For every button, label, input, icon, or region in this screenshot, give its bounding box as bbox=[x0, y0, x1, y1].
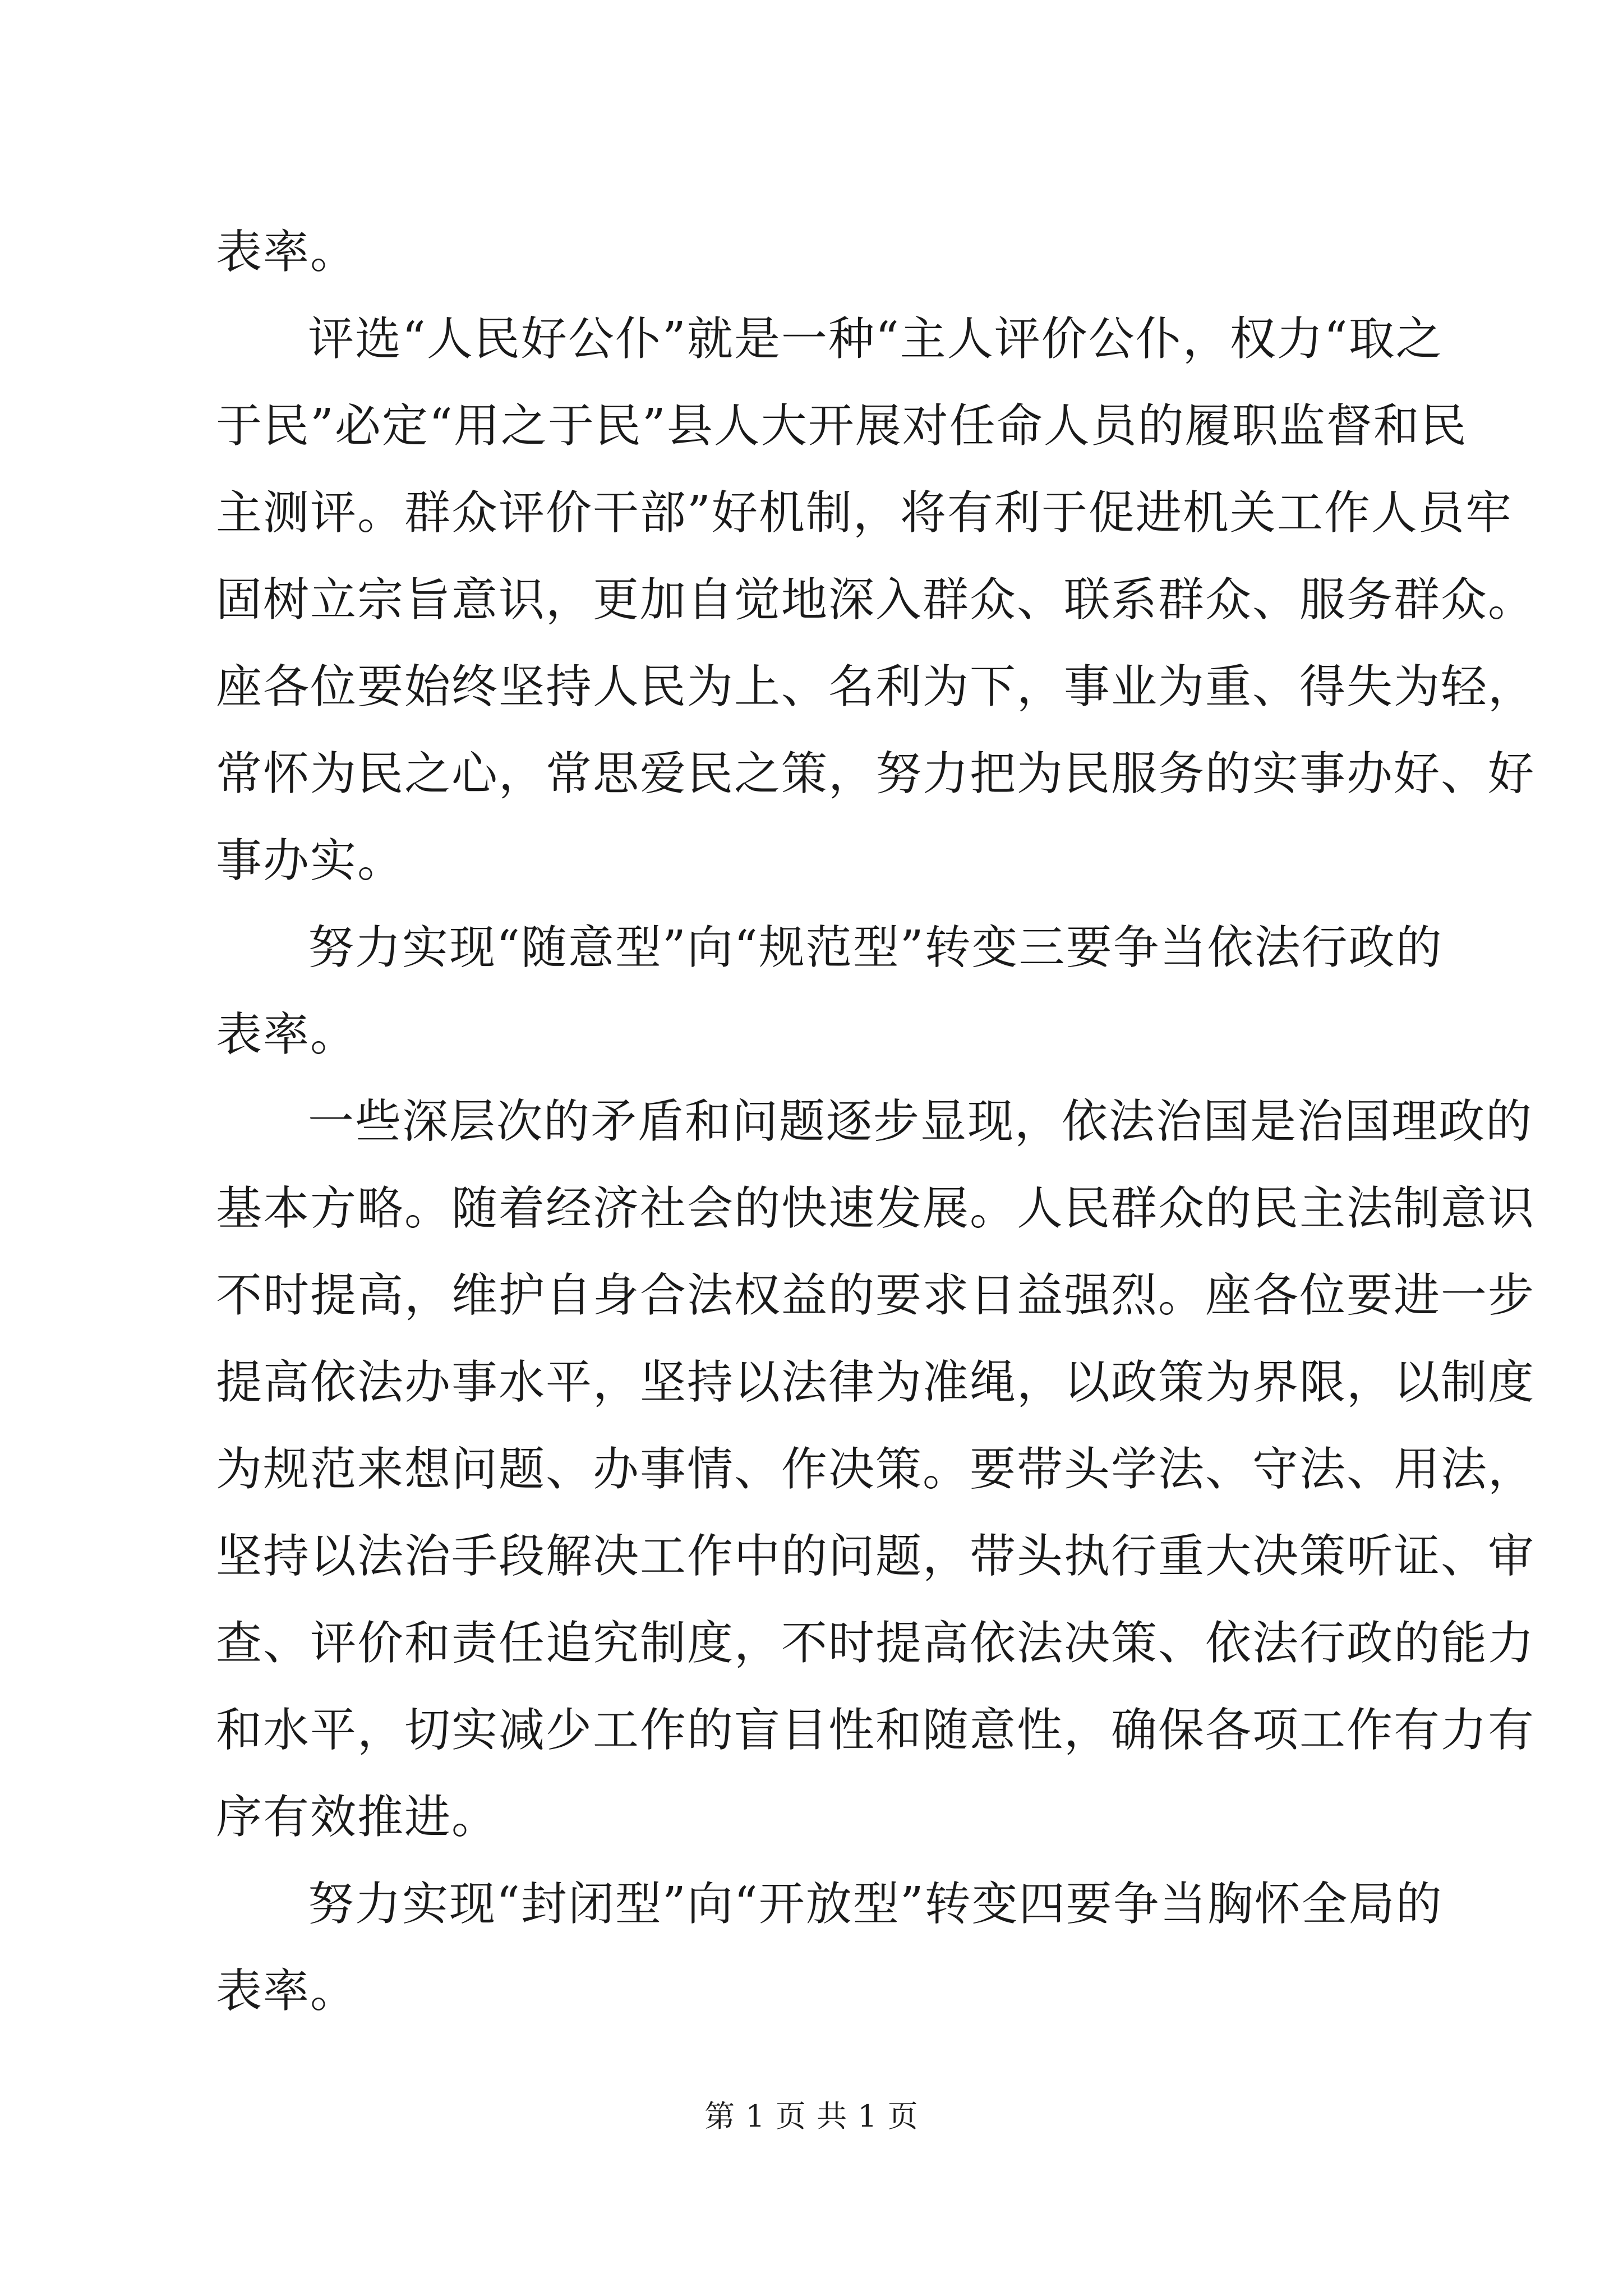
text-line: 表率。 bbox=[216, 1964, 358, 2018]
page-number-footer: 第 1 页 共 1 页 bbox=[704, 2099, 919, 2134]
text-line: 表率。 bbox=[216, 226, 358, 279]
document-body bbox=[216, 209, 1536, 2035]
text-line: 努力实现“封闭型”向“开放型”转变四要争当胸怀全局的 bbox=[308, 1878, 1443, 1931]
text-line: 查、评价和责任追究制度，不时提高依法决策、依法行政的能力 bbox=[216, 1617, 1536, 1670]
text-line: 不时提高，维护自身合法权益的要求日益强烈。座各位要进一步 bbox=[216, 1269, 1536, 1322]
text-line: 基本方略。随着经济社会的快速发展。人民群众的民主法制意识 bbox=[216, 1182, 1536, 1235]
text-line: 主测评。群众评价干部”好机制，将有利于促进机关工作人员牢 bbox=[216, 486, 1513, 540]
text-line: 于民”必定“用之于民”县人大开展对任命人员的履职监督和民 bbox=[216, 399, 1468, 453]
text-line: 事办实。 bbox=[216, 834, 405, 887]
text-line: 常怀为民之心，常思爱民之策，努力把为民服务的实事办好、好 bbox=[216, 747, 1536, 800]
text-line: 固树立宗旨意识，更加自觉地深入群众、联系群众、服务群众。 bbox=[216, 573, 1536, 627]
text-line: 评选“人民好公仆”就是一种“主人评价公仆，权力“取之 bbox=[308, 312, 1443, 366]
text-line: 和水平，切实减少工作的盲目性和随意性，确保各项工作有力有 bbox=[216, 1704, 1536, 1757]
text-line: 座各位要始终坚持人民为上、名利为下，事业为重、得失为轻， bbox=[216, 660, 1536, 714]
text-line: 序有效推进。 bbox=[216, 1791, 499, 1844]
text-line: 努力实现“随意型”向“规范型”转变三要争当依法行政的 bbox=[308, 921, 1443, 974]
text-line: 坚持以法治手段解决工作中的问题，带头执行重大决策听证、审 bbox=[216, 1530, 1536, 1583]
text-line: 提高依法办事水平，坚持以法律为准绳，以政策为界限，以制度 bbox=[216, 1356, 1536, 1409]
text-line: 表率。 bbox=[216, 1008, 358, 1061]
text-line: 为规范来想问题、办事情、作决策。要带头学法、守法、用法， bbox=[216, 1443, 1536, 1496]
text-line: 一些深层次的矛盾和问题逐步显现，依法治国是治国理政的 bbox=[308, 1095, 1533, 1148]
